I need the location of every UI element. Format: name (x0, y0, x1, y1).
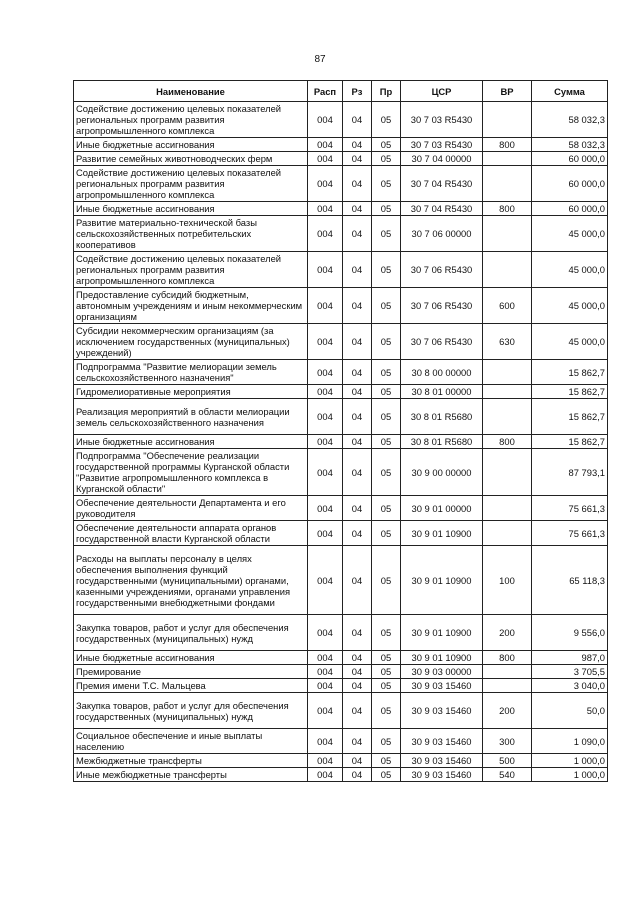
table-row (74, 546, 608, 615)
table-row (74, 102, 608, 138)
table-row (74, 729, 608, 754)
cell-rasp: 004 (308, 665, 343, 679)
cell-csr: 30 7 04 R5430 (401, 202, 483, 216)
cell-pr: 05 (372, 202, 401, 216)
cell-name: Подпрограмма "Развитие мелиорации земель сельскохозяйственного назначения" (74, 360, 308, 385)
cell-pr: 05 (372, 679, 401, 693)
cell-sum: 45 000,0 (532, 324, 608, 360)
cell-csr: 30 9 01 10900 (401, 521, 483, 546)
cell-rz: 04 (343, 449, 372, 496)
cell-pr: 05 (372, 496, 401, 521)
cell-name: Гидромелиоративные мероприятия (74, 385, 308, 399)
cell-rasp: 004 (308, 288, 343, 324)
table-row (74, 385, 608, 399)
cell-rasp: 004 (308, 166, 343, 202)
table-row (74, 665, 608, 679)
cell-vr (483, 679, 532, 693)
budget-table (73, 80, 608, 782)
cell-pr: 05 (372, 324, 401, 360)
table-row (74, 360, 608, 385)
table-row (74, 651, 608, 665)
cell-rasp: 004 (308, 496, 343, 521)
cell-rasp: 004 (308, 385, 343, 399)
cell-sum: 58 032,3 (532, 138, 608, 152)
cell-vr: 200 (483, 615, 532, 651)
header-csr: ЦСР (401, 81, 483, 102)
cell-csr: 30 7 03 R5430 (401, 138, 483, 152)
cell-sum: 9 556,0 (532, 615, 608, 651)
table-row (74, 693, 608, 729)
cell-vr: 800 (483, 138, 532, 152)
cell-vr: 540 (483, 768, 532, 782)
cell-name: Иные бюджетные ассигнования (74, 202, 308, 216)
cell-name: Закупка товаров, работ и услуг для обеспечения государственных (муниципальных) нужд (74, 693, 308, 729)
table-row (74, 449, 608, 496)
cell-csr: 30 8 01 R5680 (401, 399, 483, 435)
cell-pr: 05 (372, 252, 401, 288)
cell-rz: 04 (343, 615, 372, 651)
cell-csr: 30 9 03 00000 (401, 665, 483, 679)
cell-vr (483, 152, 532, 166)
cell-rz: 04 (343, 324, 372, 360)
table-row (74, 138, 608, 152)
cell-rasp: 004 (308, 102, 343, 138)
cell-sum: 75 661,3 (532, 496, 608, 521)
cell-sum: 15 862,7 (532, 385, 608, 399)
table-row (74, 288, 608, 324)
cell-vr (483, 496, 532, 521)
cell-rz: 04 (343, 435, 372, 449)
cell-rasp: 004 (308, 216, 343, 252)
cell-name: Содействие достижению целевых показателей региональных программ развития агропромышленного комплекса (74, 166, 308, 202)
cell-rz: 04 (343, 679, 372, 693)
cell-name: Субсидии некоммерческим организациям (за исключением государственных (муниципальных) учреждений) (74, 324, 308, 360)
cell-name: Иные бюджетные ассигнования (74, 435, 308, 449)
cell-sum: 45 000,0 (532, 216, 608, 252)
cell-vr (483, 216, 532, 252)
cell-rasp: 004 (308, 399, 343, 435)
cell-sum: 15 862,7 (532, 435, 608, 449)
table-row (74, 399, 608, 435)
cell-rasp: 004 (308, 435, 343, 449)
cell-vr (483, 102, 532, 138)
cell-rasp: 004 (308, 449, 343, 496)
cell-vr: 600 (483, 288, 532, 324)
cell-csr: 30 9 00 00000 (401, 449, 483, 496)
table-row (74, 252, 608, 288)
cell-csr: 30 9 01 10900 (401, 546, 483, 615)
cell-pr: 05 (372, 546, 401, 615)
cell-name: Иные межбюджетные трансферты (74, 768, 308, 782)
cell-rz: 04 (343, 252, 372, 288)
header-pr: Пр (372, 81, 401, 102)
cell-vr (483, 449, 532, 496)
table-row (74, 435, 608, 449)
cell-rasp: 004 (308, 202, 343, 216)
cell-pr: 05 (372, 754, 401, 768)
cell-csr: 30 7 06 00000 (401, 216, 483, 252)
cell-rz: 04 (343, 546, 372, 615)
cell-csr: 30 9 03 15460 (401, 679, 483, 693)
table-row (74, 166, 608, 202)
cell-csr: 30 9 03 15460 (401, 768, 483, 782)
cell-pr: 05 (372, 399, 401, 435)
header-sum: Сумма (532, 81, 608, 102)
cell-csr: 30 7 06 R5430 (401, 324, 483, 360)
header-name: Наименование (74, 81, 308, 102)
cell-rasp: 004 (308, 615, 343, 651)
cell-sum: 45 000,0 (532, 252, 608, 288)
cell-name: Развитие материально-технической базы сельскохозяйственных потребительских кооперативов (74, 216, 308, 252)
cell-rz: 04 (343, 102, 372, 138)
cell-rasp: 004 (308, 754, 343, 768)
cell-sum: 60 000,0 (532, 202, 608, 216)
cell-sum: 1 090,0 (532, 729, 608, 754)
cell-rz: 04 (343, 288, 372, 324)
cell-pr: 05 (372, 729, 401, 754)
cell-csr: 30 9 03 15460 (401, 729, 483, 754)
cell-sum: 87 793,1 (532, 449, 608, 496)
cell-rz: 04 (343, 152, 372, 166)
cell-csr: 30 9 01 10900 (401, 651, 483, 665)
cell-pr: 05 (372, 768, 401, 782)
cell-vr (483, 399, 532, 435)
cell-sum: 1 000,0 (532, 768, 608, 782)
cell-rz: 04 (343, 754, 372, 768)
cell-rz: 04 (343, 216, 372, 252)
cell-rz: 04 (343, 385, 372, 399)
cell-rz: 04 (343, 138, 372, 152)
cell-name: Подпрограмма "Обеспечение реализации государственной программы Курганской области "Развитие агропромышленного комплекса в Курганской области" (74, 449, 308, 496)
cell-rz: 04 (343, 360, 372, 385)
cell-rasp: 004 (308, 152, 343, 166)
cell-rz: 04 (343, 166, 372, 202)
cell-rz: 04 (343, 729, 372, 754)
cell-csr: 30 9 01 00000 (401, 496, 483, 521)
cell-pr: 05 (372, 152, 401, 166)
cell-sum: 50,0 (532, 693, 608, 729)
table-row (74, 216, 608, 252)
cell-rasp: 004 (308, 651, 343, 665)
cell-vr: 630 (483, 324, 532, 360)
cell-csr: 30 9 01 10900 (401, 615, 483, 651)
cell-rasp: 004 (308, 768, 343, 782)
cell-sum: 60 000,0 (532, 152, 608, 166)
cell-rasp: 004 (308, 521, 343, 546)
cell-name: Иные бюджетные ассигнования (74, 651, 308, 665)
cell-vr (483, 521, 532, 546)
cell-rz: 04 (343, 651, 372, 665)
cell-name: Реализация мероприятий в области мелиорации земель сельскохозяйственного назначения (74, 399, 308, 435)
cell-rasp: 004 (308, 324, 343, 360)
cell-sum: 1 000,0 (532, 754, 608, 768)
cell-pr: 05 (372, 138, 401, 152)
cell-sum: 15 862,7 (532, 399, 608, 435)
page-number: 87 (314, 54, 326, 65)
cell-csr: 30 7 06 R5430 (401, 252, 483, 288)
cell-vr (483, 360, 532, 385)
cell-name: Обеспечение деятельности аппарата органов государственной власти Курганской области (74, 521, 308, 546)
cell-csr: 30 8 00 00000 (401, 360, 483, 385)
cell-vr: 300 (483, 729, 532, 754)
cell-pr: 05 (372, 615, 401, 651)
cell-pr: 05 (372, 385, 401, 399)
cell-name: Закупка товаров, работ и услуг для обеспечения государственных (муниципальных) нужд (74, 615, 308, 651)
header-vr: ВР (483, 81, 532, 102)
table-row (74, 324, 608, 360)
cell-csr: 30 7 06 R5430 (401, 288, 483, 324)
cell-name: Иные бюджетные ассигнования (74, 138, 308, 152)
cell-vr: 800 (483, 202, 532, 216)
table-header-row (74, 81, 608, 102)
cell-rz: 04 (343, 496, 372, 521)
cell-csr: 30 7 04 R5430 (401, 166, 483, 202)
cell-sum: 987,0 (532, 651, 608, 665)
table-row (74, 615, 608, 651)
cell-name: Расходы на выплаты персоналу в целях обеспечения выполнения функций государственными (муниципальными) органами, казенными учреждениями, органами управления государственными внебюджетными фондами (74, 546, 308, 615)
cell-rz: 04 (343, 693, 372, 729)
cell-sum: 75 661,3 (532, 521, 608, 546)
table-row (74, 679, 608, 693)
cell-sum: 3 705,5 (532, 665, 608, 679)
cell-sum: 60 000,0 (532, 166, 608, 202)
table-row (74, 521, 608, 546)
cell-pr: 05 (372, 651, 401, 665)
cell-rasp: 004 (308, 729, 343, 754)
cell-pr: 05 (372, 435, 401, 449)
cell-vr: 500 (483, 754, 532, 768)
cell-csr: 30 8 01 R5680 (401, 435, 483, 449)
cell-pr: 05 (372, 102, 401, 138)
cell-rasp: 004 (308, 546, 343, 615)
cell-pr: 05 (372, 288, 401, 324)
cell-vr: 100 (483, 546, 532, 615)
cell-sum: 45 000,0 (532, 288, 608, 324)
cell-pr: 05 (372, 521, 401, 546)
cell-name: Предоставление субсидий бюджетным, автономным учреждениям и иным некоммерческим организациям (74, 288, 308, 324)
table-row (74, 152, 608, 166)
cell-sum: 15 862,7 (532, 360, 608, 385)
cell-name: Социальное обеспечение и иные выплаты населению (74, 729, 308, 754)
cell-rz: 04 (343, 521, 372, 546)
cell-rasp: 004 (308, 138, 343, 152)
cell-sum: 65 118,3 (532, 546, 608, 615)
cell-csr: 30 8 01 00000 (401, 385, 483, 399)
cell-rasp: 004 (308, 693, 343, 729)
header-rz: Рз (343, 81, 372, 102)
cell-vr: 800 (483, 651, 532, 665)
cell-csr: 30 9 03 15460 (401, 754, 483, 768)
table-row (74, 202, 608, 216)
table-row (74, 768, 608, 782)
table-row (74, 754, 608, 768)
cell-sum: 58 032,3 (532, 102, 608, 138)
cell-csr: 30 7 04 00000 (401, 152, 483, 166)
cell-name: Содействие достижению целевых показателей региональных программ развития агропромышленного комплекса (74, 252, 308, 288)
cell-pr: 05 (372, 166, 401, 202)
cell-vr (483, 665, 532, 679)
header-rasp: Расп (308, 81, 343, 102)
cell-pr: 05 (372, 449, 401, 496)
cell-pr: 05 (372, 693, 401, 729)
cell-pr: 05 (372, 216, 401, 252)
cell-vr: 800 (483, 435, 532, 449)
cell-rz: 04 (343, 399, 372, 435)
cell-csr: 30 7 03 R5430 (401, 102, 483, 138)
cell-name: Содействие достижению целевых показателей региональных программ развития агропромышленного комплекса (74, 102, 308, 138)
cell-rasp: 004 (308, 360, 343, 385)
cell-rz: 04 (343, 768, 372, 782)
cell-name: Обеспечение деятельности Департамента и его руководителя (74, 496, 308, 521)
table-row (74, 496, 608, 521)
cell-vr: 200 (483, 693, 532, 729)
cell-vr (483, 166, 532, 202)
table-body (74, 102, 608, 782)
cell-rasp: 004 (308, 252, 343, 288)
cell-pr: 05 (372, 665, 401, 679)
cell-csr: 30 9 03 15460 (401, 693, 483, 729)
cell-pr: 05 (372, 360, 401, 385)
cell-rasp: 004 (308, 679, 343, 693)
cell-name: Премия имени Т.С. Мальцева (74, 679, 308, 693)
cell-vr (483, 252, 532, 288)
cell-rz: 04 (343, 665, 372, 679)
cell-name: Премирование (74, 665, 308, 679)
cell-name: Межбюджетные трансферты (74, 754, 308, 768)
cell-rz: 04 (343, 202, 372, 216)
cell-name: Развитие семейных животноводческих ферм (74, 152, 308, 166)
cell-vr (483, 385, 532, 399)
cell-sum: 3 040,0 (532, 679, 608, 693)
